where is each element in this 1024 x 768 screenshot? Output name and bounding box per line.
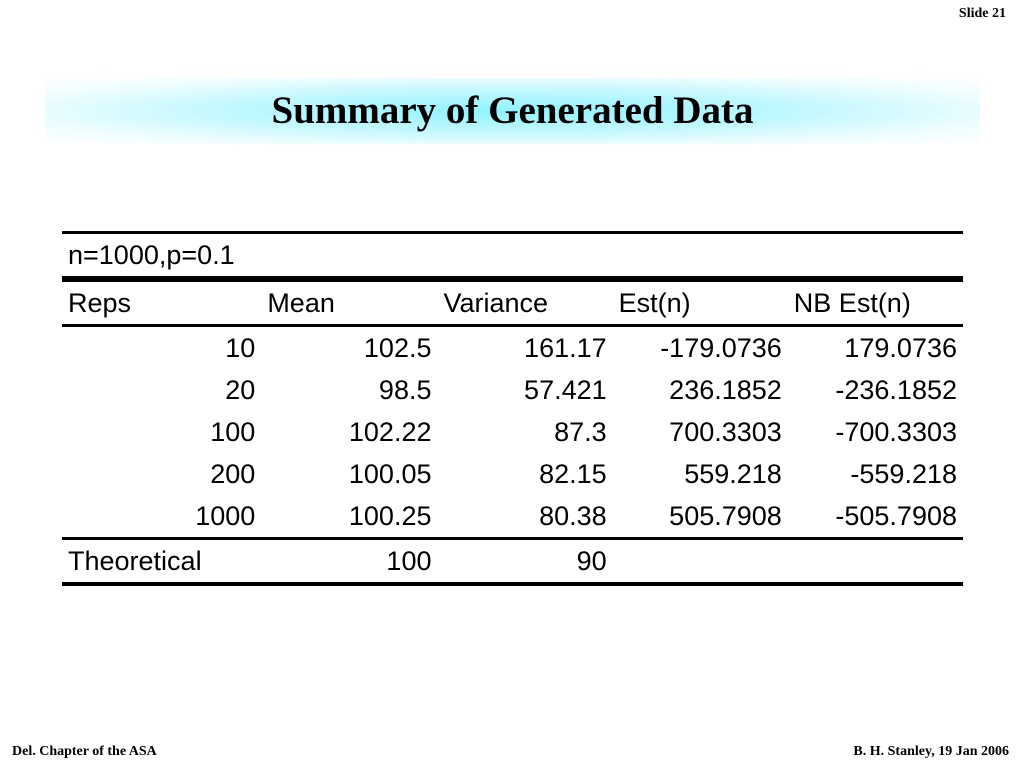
header-variance: Variance <box>437 279 612 326</box>
cell-nb-est-n: -559.218 <box>850 459 957 489</box>
summary-table <box>62 231 963 586</box>
cell-nb-est-n: -505.7908 <box>788 495 963 539</box>
cell-mean: 98.5 <box>378 375 432 405</box>
cell-nb-est-n: -236.1852 <box>835 375 957 405</box>
table-caption: n=1000,p=0.1 <box>62 233 963 280</box>
cell-reps: 20 <box>225 375 256 405</box>
cell-reps: 10 <box>225 333 256 363</box>
cell-reps: 200 <box>210 459 256 489</box>
cell-est-n: 236.1852 <box>669 375 782 405</box>
theoretical-nb-est-n <box>788 539 963 585</box>
table-header-row <box>62 279 963 326</box>
header-nb-est-n: NB Est(n) <box>788 279 963 326</box>
table-row <box>62 411 963 453</box>
cell-variance: 57.421 <box>524 375 607 405</box>
cell-mean: 100.25 <box>261 495 437 539</box>
cell-variance: 161.17 <box>524 333 607 363</box>
theoretical-est-n <box>613 539 788 585</box>
cell-est-n: -179.0736 <box>660 333 782 363</box>
cell-variance: 87.3 <box>554 417 607 447</box>
table-caption-row <box>62 233 963 280</box>
cell-nb-est-n: 179.0736 <box>844 333 957 363</box>
header-mean: Mean <box>261 279 437 326</box>
cell-mean: 102.22 <box>348 417 432 447</box>
theoretical-variance: 90 <box>437 539 612 585</box>
footer-author-date: B. H. Stanley, 19 Jan 2006 <box>853 744 1009 759</box>
table-row <box>62 495 963 539</box>
cell-variance: 80.38 <box>437 495 612 539</box>
cell-mean: 100.05 <box>348 459 432 489</box>
theoretical-label: Theoretical <box>62 539 261 585</box>
table-row <box>62 369 963 411</box>
cell-est-n: 505.7908 <box>613 495 788 539</box>
slide-title: Summary of Generated Data <box>271 89 754 132</box>
cell-nb-est-n: -700.3303 <box>835 417 957 447</box>
cell-est-n: 559.218 <box>684 459 782 489</box>
cell-reps: 100 <box>210 417 256 447</box>
footer-organization: Del. Chapter of the ASA <box>12 744 157 759</box>
table-row <box>62 453 963 495</box>
theoretical-row <box>62 539 963 585</box>
theoretical-mean: 100 <box>261 539 437 585</box>
header-est-n: Est(n) <box>613 279 788 326</box>
cell-reps: 1000 <box>62 495 261 539</box>
cell-variance: 82.15 <box>539 459 607 489</box>
cell-est-n: 700.3303 <box>669 417 782 447</box>
table-row <box>62 326 963 370</box>
slide-number: Slide 21 <box>958 6 1006 21</box>
header-reps: Reps <box>62 279 261 326</box>
cell-mean: 102.5 <box>363 333 432 363</box>
